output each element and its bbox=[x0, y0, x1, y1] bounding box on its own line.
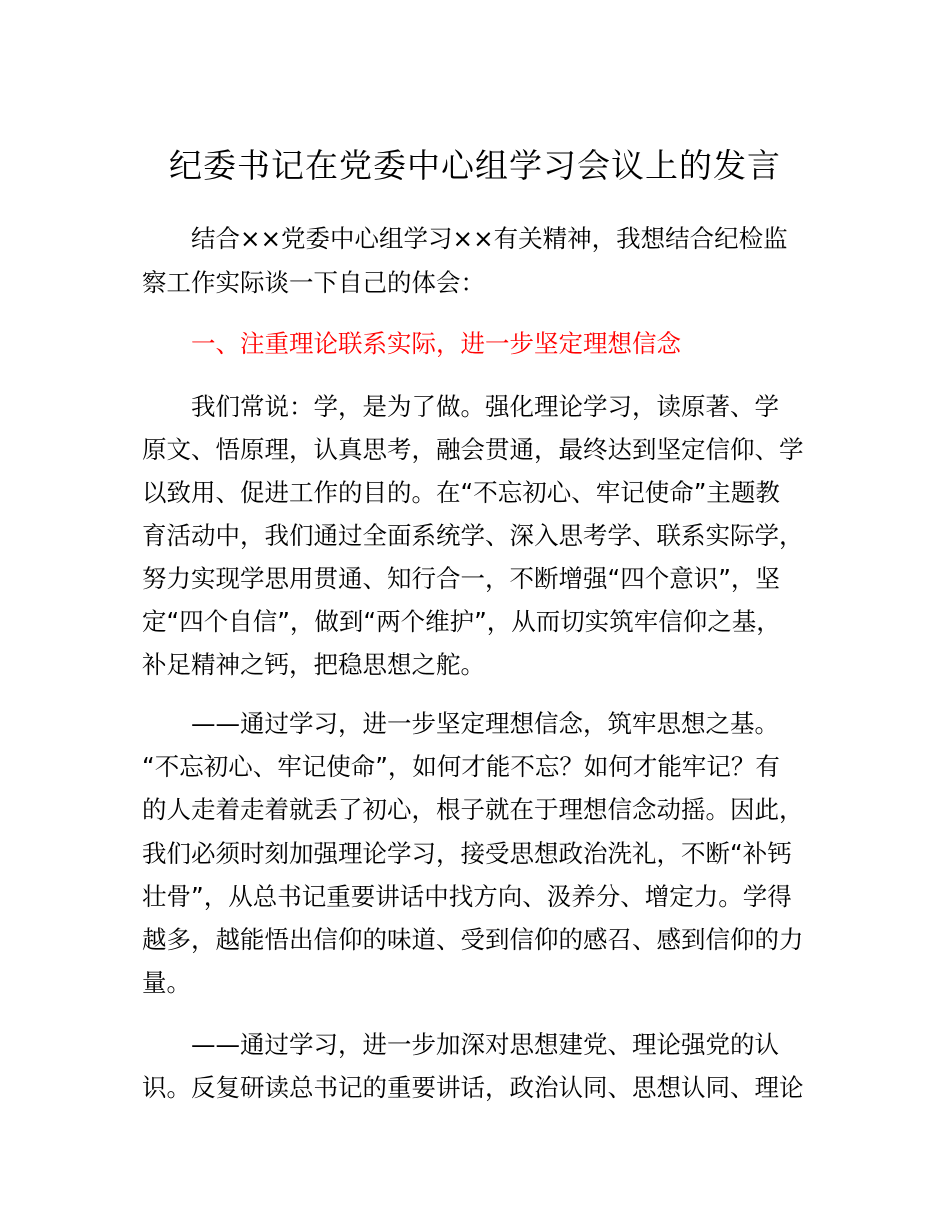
paragraph3-line-2: 识。反复研读总书记的重要讲话，政治认同、思想认同、理论 bbox=[142, 1073, 804, 1102]
paragraph2-line-2: “不忘初心、牢记使命”，如何才能不忘？如何才能牢记？有 bbox=[142, 752, 780, 781]
paragraph1-line-7: 补足精神之钙，把稳思想之舵。 bbox=[142, 650, 485, 679]
paragraph2-line-4: 我们必须时刻加强理论学习，接受思想政治洗礼，不断“补钙 bbox=[142, 839, 792, 868]
paragraph1-line-2: 原文、悟原理，认真思考，融会贯通，最终达到坚定信仰、学 bbox=[142, 435, 804, 464]
intro-line-1: 结合××党委中心组学习××有关精神，我想结合纪检监 bbox=[191, 224, 788, 253]
document-title: 纪委书记在党委中心组学习会议上的发言 bbox=[169, 146, 781, 185]
paragraph3-line-1: ——通过学习，进一步加深对思想建党、理论强党的认 bbox=[191, 1030, 779, 1059]
section-heading: 一、注重理论联系实际，进一步坚定理想信念 bbox=[191, 329, 681, 358]
paragraph1-line-3: 以致用、促进工作的目的。在“不忘初心、牢记使命”主题教 bbox=[142, 478, 780, 507]
paragraph1-line-4: 育活动中，我们通过全面系统学、深入思考学、联系实际学， bbox=[142, 521, 804, 550]
paragraph1-line-5: 努力实现学思用贯通、知行合一，不断增强“四个意识”，坚 bbox=[142, 564, 780, 593]
paragraph2-line-7: 量。 bbox=[142, 968, 191, 997]
paragraph1-line-1: 我们常说：学，是为了做。强化理论学习，读原著、学 bbox=[191, 392, 779, 421]
paragraph1-line-6: 定“四个自信”，做到“两个维护”，从而切实筑牢信仰之基， bbox=[142, 607, 781, 636]
intro-line-2: 察工作实际谈一下自己的体会： bbox=[142, 268, 485, 297]
paragraph2-line-5: 壮骨”，从总书记重要讲话中找方向、汲养分、增定力。学得 bbox=[142, 882, 792, 911]
paragraph2-line-3: 的人走着走着就丢了初心，根子就在于理想信念动摇。因此， bbox=[142, 795, 804, 824]
paragraph2-line-1: ——通过学习，进一步坚定理想信念，筑牢思想之基。 bbox=[191, 709, 779, 738]
paragraph2-line-6: 越多，越能悟出信仰的味道、受到信仰的感召、感到信仰的力 bbox=[142, 925, 804, 954]
